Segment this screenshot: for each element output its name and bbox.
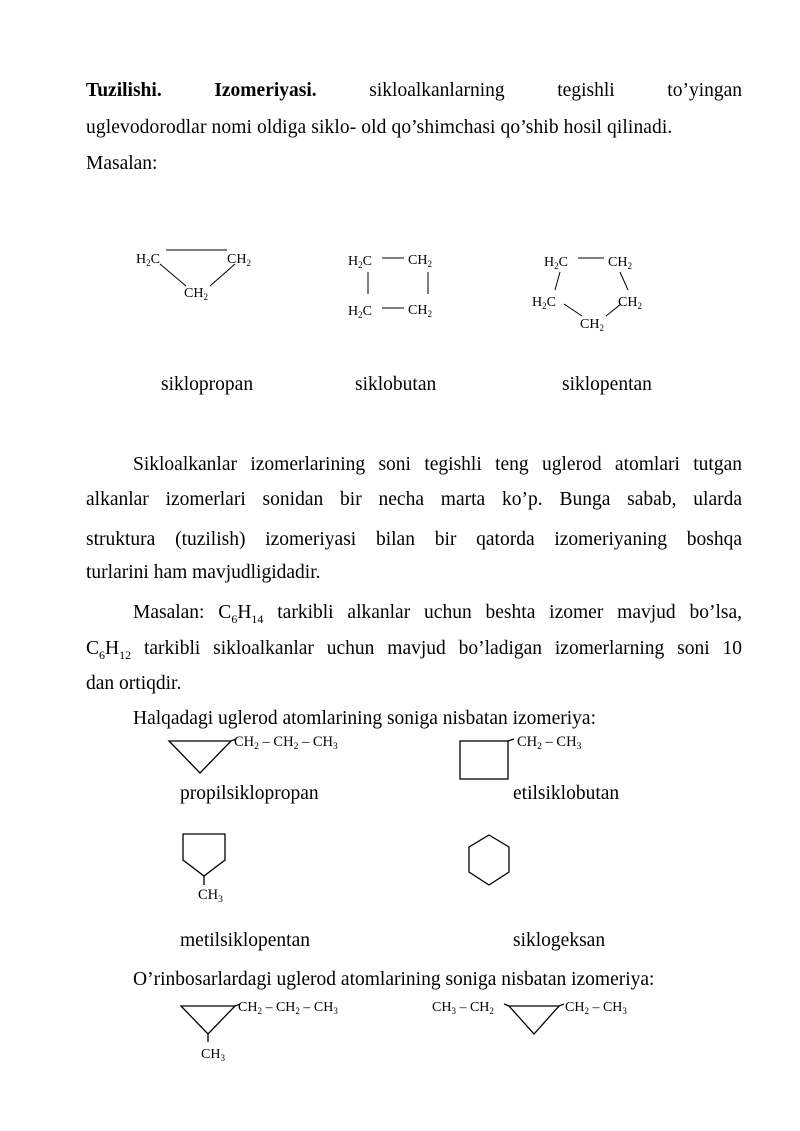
caption-siklogeksan: siklogeksan bbox=[513, 930, 606, 951]
para3-l1-b: H bbox=[237, 602, 252, 623]
svg-text:CH2: $CH_2$ bbox=[184, 286, 208, 302]
para2-line-1: Sikloalkanlar izomerlarining soni tegishli teng uglerod atomlari tutgan bbox=[133, 454, 742, 475]
svg-text:CH2: $CH_2$ bbox=[408, 253, 432, 269]
para3-l1-c: tarkibli alkanlar uchun beshta izomer mavjud bo’lsa, bbox=[263, 602, 743, 623]
svg-text:H2C: $H_2C$ bbox=[136, 252, 160, 268]
svg-text:CH2: $CH_2$ bbox=[227, 252, 251, 268]
svg-text:CH2: $CH_2$ bbox=[580, 317, 604, 333]
svg-text:H2C: $H_2C$ bbox=[532, 295, 556, 311]
para3-l1-a: Masalan: C bbox=[133, 602, 232, 623]
svg-text:CH3: $CH_3$ bbox=[201, 1047, 225, 1063]
para3-l2-c: tarkibli sikloalkanlar uchun mavjud bo’ladigan izomerlarning soni 10 bbox=[131, 638, 742, 659]
para3-l2-a: C bbox=[86, 638, 100, 659]
para2-line-3: struktura (tuzilish) izomeriyasi bilan bir qatorda izomeriyaning boshqa bbox=[86, 529, 742, 550]
para3-l1-sub2: 14 bbox=[251, 611, 264, 626]
heading-structure: Tuzilishi. bbox=[86, 80, 162, 101]
para3-l2-sub2: 12 bbox=[119, 647, 132, 662]
intro-line-2: uglevodorodlar nomi oldiga siklo- old qo’shimchasi qo’shib hosil qilinadi. bbox=[86, 117, 673, 138]
svg-text:CH2 – CH3: $CH_2 - CH_3$ bbox=[517, 734, 582, 752]
intro-line-1-text: sikloalkanlarning tegishli to’yingan bbox=[369, 80, 743, 101]
svg-text:CH2 – CH2 – CH3: $CH_2 - CH_2 - CH_3$ bbox=[238, 1000, 338, 1016]
para2-line-4: turlarini ham mavjudligidadir. bbox=[86, 562, 321, 583]
svg-text:CH2: $CH_2$ bbox=[618, 295, 642, 311]
para3-line-2 bbox=[86, 632, 742, 672]
svg-text:H2C: $H_2C$ bbox=[348, 304, 372, 320]
ethylcyclobutane-structure bbox=[458, 733, 618, 783]
caption-metilsiklopentan: metilsiklopentan bbox=[180, 930, 310, 951]
cyclohexane-structure bbox=[466, 832, 516, 890]
heading-isomerism: Izomeriyasi. bbox=[214, 80, 317, 101]
section2-title: O’rinbosarlardagi uglerod atomlarining soniga nisbatan izomeriya: bbox=[133, 969, 655, 990]
caption-etilsiklobutan: etilsiklobutan bbox=[513, 783, 620, 804]
cyclopropane-structure bbox=[130, 244, 270, 314]
para3-l1-sub1: 6 bbox=[231, 611, 238, 626]
para3-line-3: dan ortiqdir. bbox=[86, 673, 182, 694]
caption-siklobutan: siklobutan bbox=[355, 374, 437, 395]
para3-l2-sub1: 6 bbox=[99, 647, 106, 662]
intro-line-3: Masalan: bbox=[86, 153, 158, 174]
propylcyclopropane-structure bbox=[168, 733, 368, 778]
svg-text:CH3: $CH_3$ bbox=[198, 887, 223, 905]
intro-line-1 bbox=[86, 74, 742, 107]
section1-title: Halqadagi uglerod atomlarining soniga nisbatan izomeriya: bbox=[133, 708, 596, 729]
svg-text:H2C: $H_2C$ bbox=[544, 255, 568, 271]
para3-line-1 bbox=[133, 596, 742, 636]
caption-siklopentan: siklopentan bbox=[562, 374, 652, 395]
caption-siklopropan: siklopropan bbox=[161, 374, 254, 395]
svg-text:H2C: $H_2C$ bbox=[348, 254, 372, 270]
svg-text:CH3 – CH2: $CH_3 - CH_2$ bbox=[432, 1000, 494, 1016]
caption-propilsiklopropan: propilsiklopropan bbox=[180, 783, 319, 804]
cyclobutane-structure bbox=[340, 248, 460, 328]
para2-line-2: alkanlar izomerlari sonidan bir necha marta ko’p. Bunga sabab, ularda bbox=[86, 489, 742, 510]
para3-l2-b: H bbox=[105, 638, 120, 659]
svg-text:CH2: $CH_2$ bbox=[608, 255, 632, 271]
methylpropylcyclopropane-structure bbox=[180, 996, 380, 1071]
svg-text:CH2 – CH2 – CH3: $CH_2 - CH_2 - CH_3$ bbox=[234, 734, 338, 752]
diethylcyclopropane-structure bbox=[432, 996, 662, 1041]
svg-text:CH2 – CH3: $CH_2 - CH_3$ bbox=[565, 1000, 627, 1016]
methylcyclopentane-structure bbox=[180, 832, 250, 907]
svg-text:CH2: $CH_2$ bbox=[408, 303, 432, 319]
cyclopentane-structure bbox=[530, 248, 670, 338]
